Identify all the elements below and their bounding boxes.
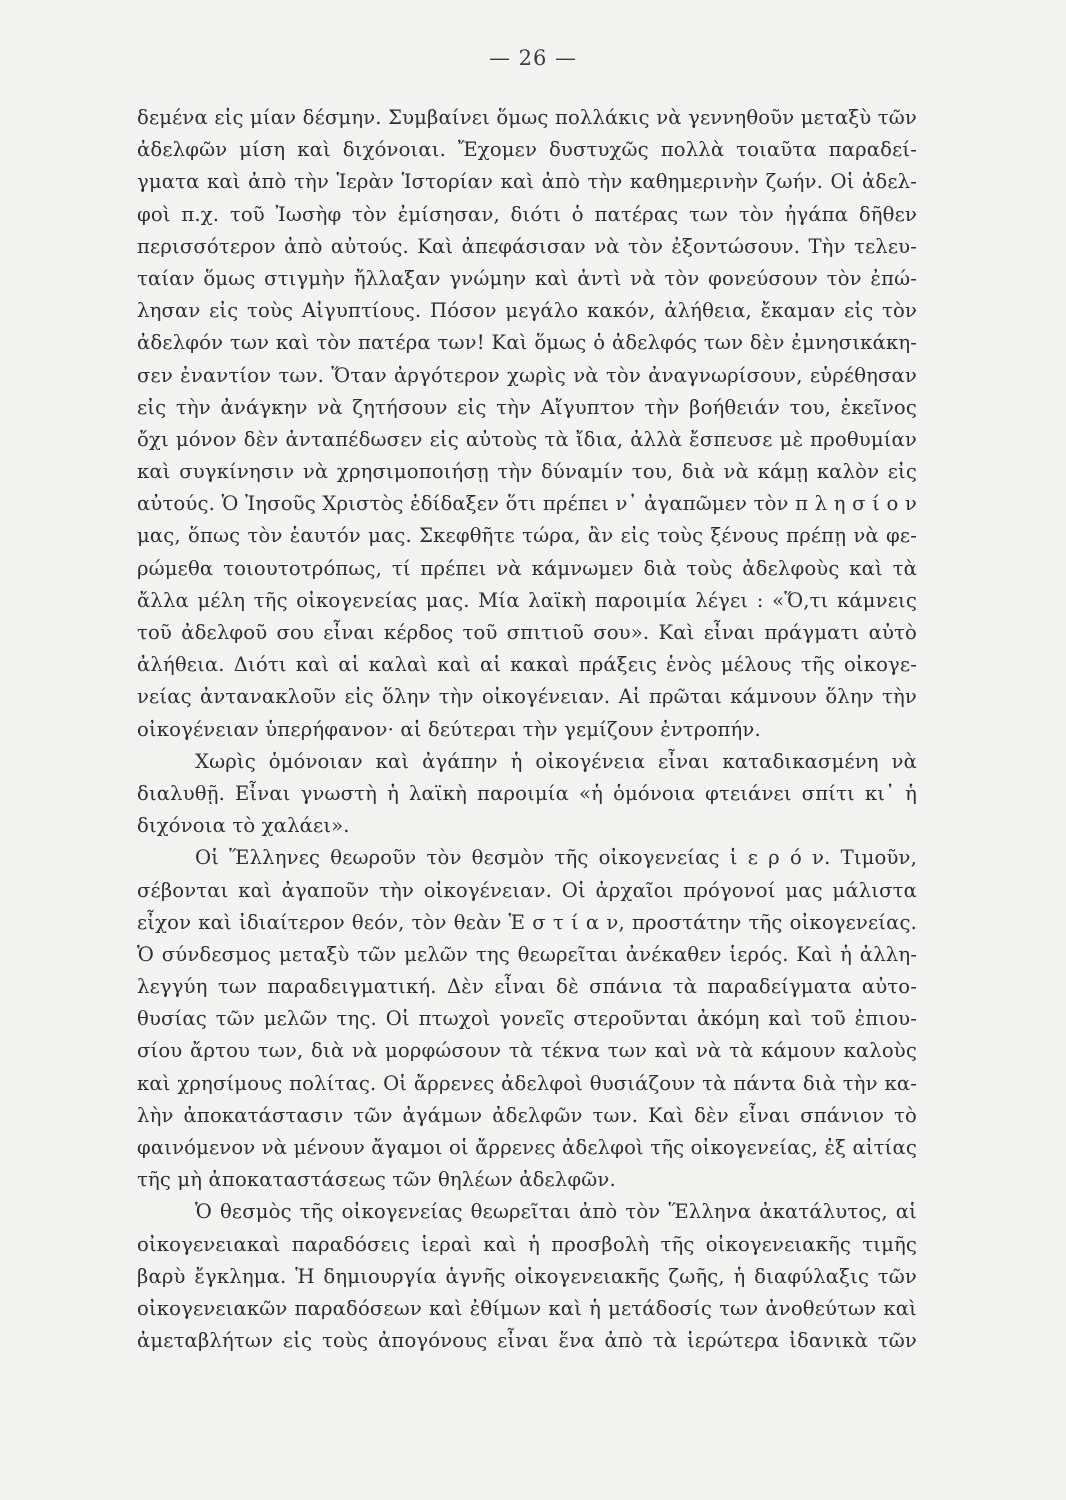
text-line: λεγγύη των παραδειγματική. Δὲν εἶναι δὲ σπάνια τὰ παραδείγματα αὐτο-: [137, 975, 917, 999]
text-line: σεν ἐναντίον των. Ὅταν ἀργότερον χωρὶς νὰ τὸν ἀναγνωρίσουν, εὑρέθησαν: [137, 363, 917, 387]
text-line: ὄχι μόνον δὲν ἀνταπέδωσεν εἰς αὐτοὺς τὰ ἴδια, ἀλλὰ ἔσπευσε μὲ προθυμίαν: [137, 427, 917, 451]
text-line: ταίαν ὅμως στιγμὴν ἤλλαξαν γνώμην καὶ ἀντὶ νὰ τὸν φονεύσουν τὸν ἐπώ-: [137, 266, 917, 290]
text-line: Ὁ θεσμὸς τῆς οἰκογενείας θεωρεῖται ἀπὸ τὸν Ἕλληνα ἀκατάλυτος, αἱ: [195, 1200, 917, 1224]
text-line: οἰκογενειακαὶ παραδόσεις ἱεραὶ καὶ ἡ προσβολὴ τῆς οἰκογενειακῆς τιμῆς: [137, 1232, 917, 1256]
text-line: περισσότερον ἀπὸ αὐτούς. Καὶ ἀπεφάσισαν νὰ τὸν ἐξοντώσουν. Τὴν τελευ-: [137, 234, 917, 258]
text-line: οἰκογένειαν ὑπερήφανον· αἱ δεύτεραι τὴν γεμίζουν ἐντροπήν.: [137, 717, 761, 741]
text-line: φοὶ π.χ. τοῦ Ἰωσὴφ τὸν ἐμίσησαν, διότι ὁ πατέρας των τὸν ἠγάπα δῆθεν: [137, 202, 917, 226]
text-line: Χωρὶς ὁμόνοιαν καὶ ἀγάπην ἡ οἰκογένεια εἶναι καταδικασμένη νὰ: [195, 749, 917, 773]
text-line: φαινόμενον νὰ μένουν ἄγαμοι οἱ ἄρρενες ἀδελφοὶ τῆς οἰκογενείας, ἐξ αἰτίας: [137, 1136, 917, 1159]
text-line: σίου ἄρτου των, διὰ νὰ μορφώσουν τὰ τέκνα των καὶ νὰ τὰ κάμουν καλοὺς: [137, 1039, 917, 1063]
text-line: βαρὺ ἔγκλημα. Ἡ δημιουργία ἁγνῆς οἰκογενειακῆς ζωῆς, ἡ διαφύλαξις τῶν: [137, 1264, 917, 1288]
page-number: — 26 —: [488, 46, 578, 70]
text-line: θυσίας τῶν μελῶν της. Οἱ πτωχοὶ γονεῖς στεροῦνται ἀκόμη καὶ τοῦ ἐπιου-: [137, 1007, 917, 1031]
text-line: αὐτούς. Ὁ Ἰησοῦς Χριστὸς ἐδίδαξεν ὅτι πρέπει ν᾿ ἀγαπῶμεν τὸν π λ η σ ί ο ν: [137, 492, 917, 516]
text-line: καὶ χρησίμους πολίτας. Οἱ ἄρρενες ἀδελφοὶ θυσιάζουν τὰ πάντα διὰ τὴν κα-: [137, 1071, 917, 1095]
text-line: τῆς μὴ ἀποκαταστάσεως τῶν θηλέων ἀδελφῶν.: [137, 1168, 616, 1192]
text-line: διαλυθῇ. Εἶναι γνωστὴ ἡ λαϊκὴ παροιμία «ἡ ὁμόνοια φτειάνει σπίτι κι᾿ ἡ: [137, 781, 917, 805]
body-text: [137, 102, 917, 1357]
text-line: ἀλήθεια. Διότι καὶ αἱ καλαὶ καὶ αἱ κακαὶ πράξεις ἑνὸς μέλους τῆς οἰκογε-: [137, 653, 917, 677]
text-line: Οἱ Ἕλληνες θεωροῦν τὸν θεσμὸν τῆς οἰκογενείας ἱ ε ρ ό ν. Τιμοῦν,: [195, 846, 917, 870]
text-line: ρώμεθα τοιουτοτρόπως, τί πρέπει νὰ κάμνωμεν διὰ τοὺς ἀδελφοὺς καὶ τὰ: [137, 556, 917, 580]
text-line: καὶ συγκίνησιν νὰ χρησιμοποιήσῃ τὴν δύναμίν του, διὰ νὰ κάμῃ καλὸν εἰς: [137, 460, 917, 484]
text-line: ἀμεταβλήτων εἰς τοὺς ἀπογόνους εἶναι ἕνα ἀπὸ τὰ ἱερώτερα ἰδανικὰ τῶν: [137, 1329, 917, 1353]
text-line: τοῦ ἀδελφοῦ σου εἶναι κέρδος τοῦ σπιτιοῦ σου». Καὶ εἶναι πράγματι αὐτὸ: [137, 621, 917, 644]
text-line: μας, ὅπως τὸν ἑαυτόν μας. Σκεφθῆτε τώρα, ἂν εἰς τοὺς ξένους πρέπῃ νὰ φε-: [137, 524, 917, 548]
text-line: νείας ἀντανακλοῦν εἰς ὅλην τὴν οἰκογένειαν. Αἱ πρῶται κάμνουν ὅλην τὴν: [137, 685, 917, 709]
text-line: λησαν εἰς τοὺς Αἰγυπτίους. Πόσον μεγάλο κακόν, ἀλήθεια, ἔκαμαν εἰς τὸν: [137, 299, 917, 323]
text-line: ἀδελφῶν μίση καὶ διχόνοιαι. Ἔχομεν δυστυχῶς πολλὰ τοιαῦτα παραδεί-: [137, 138, 917, 162]
text-line: ἀδελφόν των καὶ τὸν πατέρα των! Καὶ ὅμως ὁ ἀδελφός των δὲν ἐμνησικάκη-: [137, 331, 917, 355]
text-line: εἰς τὴν ἀνάγκην νὰ ζητήσουν εἰς τὴν Αἴγυπτον τὴν βοήθειάν του, ἐκεῖνος: [137, 395, 917, 419]
text-line: Ὁ σύνδεσμος μεταξὺ τῶν μελῶν της θεωρεῖται ἀνέκαθεν ἱερός. Καὶ ἡ ἀλλη-: [137, 942, 917, 966]
text-line: λὴν ἀποκατάστασιν τῶν ἀγάμων ἀδελφῶν των. Καὶ δὲν εἶναι σπάνιον τὸ: [137, 1103, 917, 1127]
text-line: εἶχον καὶ ἰδιαίτερον θεόν, τὸν θεὰν Ἑ σ τ ί α ν, προστάτην τῆς οἰκογενείας.: [137, 910, 917, 934]
text-line: δεμένα εἰς μίαν δέσμην. Συμβαίνει ὅμως πολλάκις νὰ γεννηθοῦν μεταξὺ τῶν: [137, 106, 917, 129]
text-line: σέβονται καὶ ἀγαποῦν τὴν οἰκογένειαν. Οἱ ἀρχαῖοι πρόγονοί μας μάλιστα: [137, 878, 917, 902]
text-line: οἰκογενειακῶν παραδόσεων καὶ ἐθίμων καὶ ἡ μετάδοσίς των ἀνοθεύτων καὶ: [137, 1296, 917, 1320]
text-line: διχόνοια τὸ χαλάει».: [137, 814, 350, 838]
text-line: γματα καὶ ἀπὸ τὴν Ἱερὰν Ἱστορίαν καὶ ἀπὸ τὴν καθημερινὴν ζωήν. Οἱ ἀδελ-: [137, 170, 917, 194]
text-line: ἄλλα μέλη τῆς οἰκογενείας μας. Μία λαϊκὴ παροιμία λέγει : «Ὅ,τι κάμνεις: [137, 588, 917, 612]
